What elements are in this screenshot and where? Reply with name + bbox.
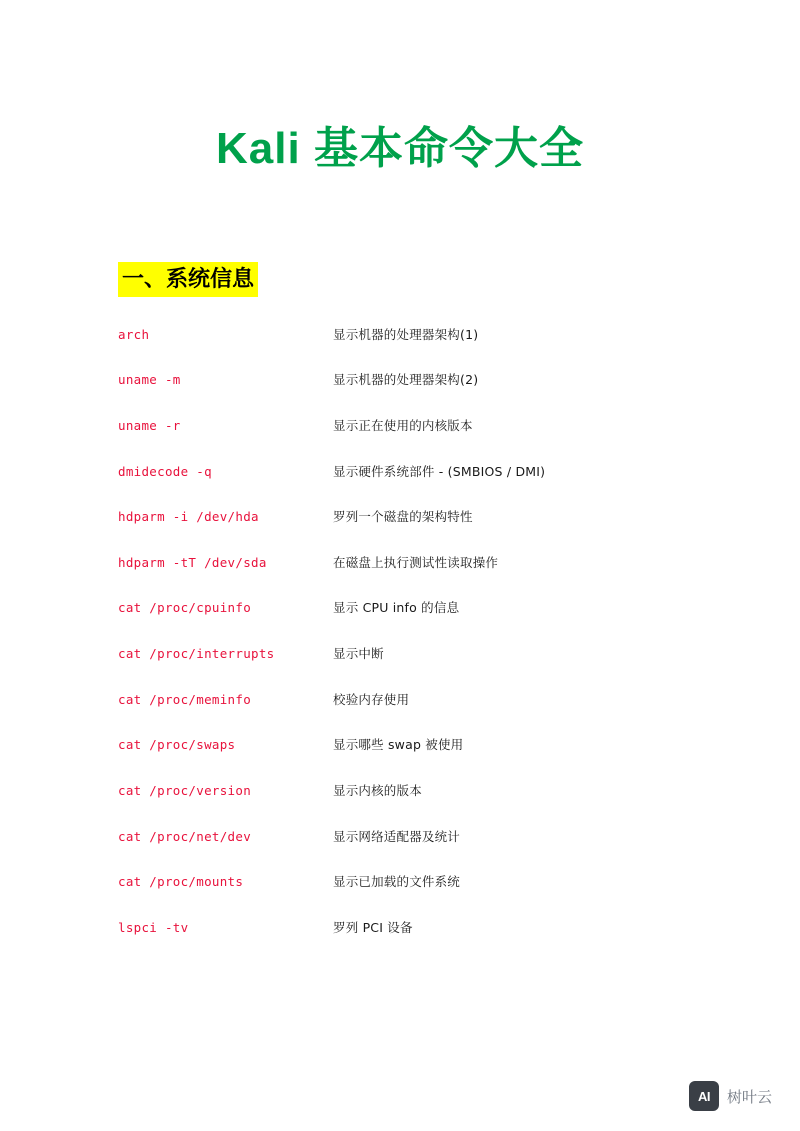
command-row: [118, 600, 760, 616]
command-description: 罗列 PCI 设备: [333, 919, 413, 935]
command-description: 显示中断: [333, 646, 384, 662]
ai-logo-icon: AI: [689, 1081, 719, 1111]
command-description: 显示机器的处理器架构(1): [333, 326, 479, 342]
command-row: [118, 737, 760, 753]
command-row: [118, 418, 760, 434]
command-description: 显示哪些 swap 被使用: [333, 737, 464, 753]
command-row: [118, 829, 760, 845]
watermark-label: 树叶云: [726, 1088, 772, 1106]
command-description: 显示正在使用的内核版本: [333, 417, 473, 433]
command-name: cat /proc/cpuinfo: [118, 600, 252, 616]
command-row: [118, 327, 760, 343]
page-title: Kali 基本命令大全: [216, 124, 584, 173]
command-list: [0, 327, 800, 936]
command-description: 在磁盘上执行测试性读取操作: [333, 554, 499, 570]
command-description: 显示机器的处理器架构(2): [333, 372, 479, 388]
command-row: [118, 920, 760, 936]
command-description: 罗列一个磁盘的架构特性: [333, 509, 473, 525]
command-name: uname -r: [118, 417, 181, 433]
command-name: uname -m: [118, 372, 181, 388]
command-description: 显示硬件系统部件 - (SMBIOS / DMI): [333, 463, 546, 479]
command-description: 校验内存使用: [333, 691, 410, 707]
command-description: 显示 CPU info 的信息: [333, 600, 460, 616]
command-row: [118, 464, 760, 480]
command-name: cat /proc/swaps: [118, 737, 236, 753]
section-heading: 一、系统信息: [118, 262, 258, 297]
command-name: cat /proc/mounts: [118, 874, 244, 890]
command-row: [118, 372, 760, 388]
command-name: dmidecode -q: [118, 463, 212, 479]
command-name: cat /proc/net/dev: [118, 828, 252, 844]
command-name: cat /proc/version: [118, 782, 252, 798]
command-name: hdparm -tT /dev/sda: [118, 554, 267, 570]
command-row: [118, 555, 760, 571]
command-description: 显示内核的版本: [333, 782, 422, 798]
command-name: cat /proc/meminfo: [118, 691, 252, 707]
command-row: [118, 646, 760, 662]
command-name: lspci -tv: [118, 919, 189, 935]
command-row: [118, 692, 760, 708]
section-heading-container: [0, 262, 800, 297]
command-row: [118, 509, 760, 525]
watermark: [689, 1081, 772, 1111]
command-name: arch: [118, 326, 150, 342]
command-name: hdparm -i /dev/hda: [118, 509, 259, 525]
command-row: [118, 783, 760, 799]
command-description: 显示已加载的文件系统: [333, 874, 461, 890]
command-row: [118, 874, 760, 890]
command-description: 显示网络适配器及统计: [333, 828, 461, 844]
command-name: cat /proc/interrupts: [118, 646, 275, 662]
